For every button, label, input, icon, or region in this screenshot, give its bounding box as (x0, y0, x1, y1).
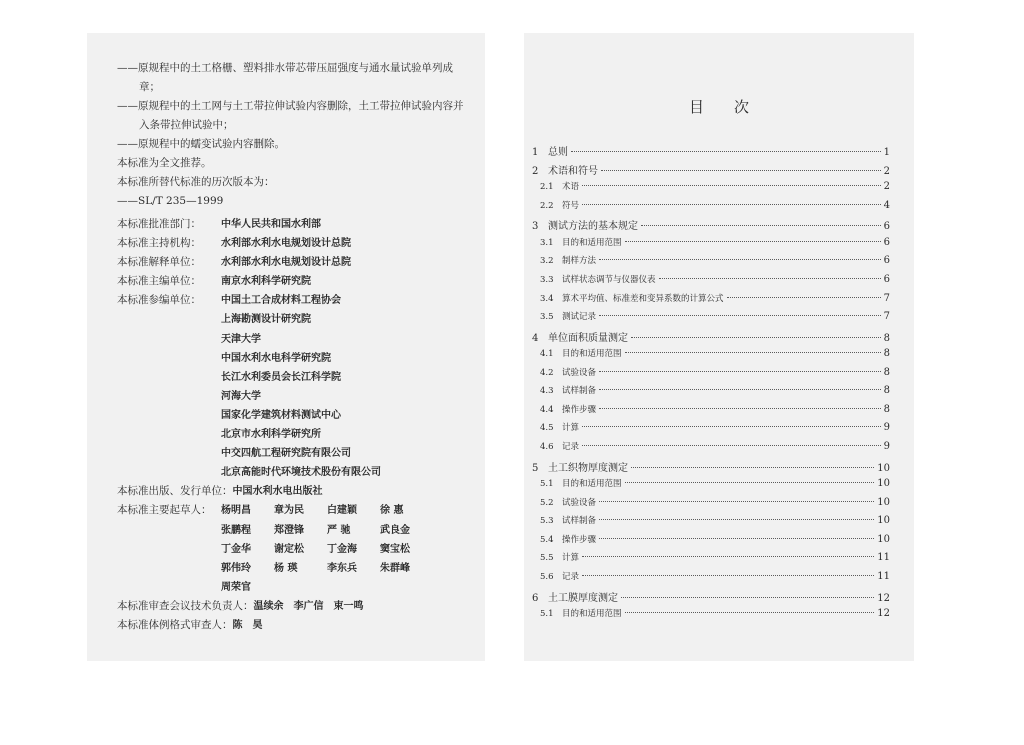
toc-leader-dots (631, 467, 874, 468)
toc-leader-dots (599, 408, 881, 409)
drafter-name: 章为民 (274, 505, 304, 517)
drafter-names (221, 540, 433, 559)
toc-entry-title: 试验设备 (562, 497, 597, 508)
drafter-name: 杨明昌 (221, 505, 251, 517)
toc-list (532, 143, 890, 626)
editor-value: 南京水利科学研究院 (221, 276, 311, 288)
toc-entry-page: 10 (877, 462, 890, 474)
revision-note: ——原规程中的土工格栅、塑料排水带芯带压屈强度与通水量试验单列成章； (117, 62, 453, 93)
drafters-row (117, 501, 467, 520)
toc-leader-dots (599, 501, 874, 502)
history-label: 本标准所替代标准的历次版本为： (117, 176, 275, 188)
review-row (117, 597, 467, 616)
toc-entry-title: 试验设备 (562, 367, 597, 378)
publisher-row (117, 482, 467, 501)
drafter-names (221, 521, 433, 540)
toc-entry-page: 10 (877, 515, 890, 527)
toc-entry-title: 测试记录 (562, 312, 597, 323)
toc-entry-number: 2.2 (540, 200, 554, 211)
toc-leader-dots (599, 538, 874, 539)
review-value: 温续余 李广信 束一鸣 (253, 600, 364, 612)
toc-entry-page: 4 (883, 199, 890, 211)
toc-entry-number: 4.2 (540, 367, 554, 378)
front-matter (117, 59, 467, 635)
toc-entry-number: 5.2 (540, 497, 554, 508)
toc-entry[interactable] (532, 421, 890, 440)
toc-leader-dots (625, 612, 875, 613)
toc-entry-page: 8 (883, 366, 890, 378)
host-value: 水利部水利水电规划设计总院 (221, 238, 351, 250)
left-page (87, 33, 485, 661)
toc-entry-title: 测试方法的基本规定 (548, 221, 638, 233)
toc-entry-page: 10 (877, 478, 890, 490)
format-value: 陈 昊 (232, 619, 263, 631)
interpret-value: 水利部水利水电规划设计总院 (221, 257, 351, 269)
toc-entry[interactable] (532, 477, 890, 496)
drafter-name: 李东兵 (327, 562, 357, 574)
toc-entry[interactable] (532, 143, 890, 162)
drafters-label: 本标准主要起草人： (117, 504, 212, 517)
toc-entry-number: 6 (532, 592, 539, 604)
toc-leader-dots (625, 352, 881, 353)
participant-org: 天津大学 (221, 333, 261, 345)
toc-entry-number: 3.3 (540, 274, 554, 285)
toc-entry-number: 3.2 (540, 256, 554, 267)
toc-entry-page: 11 (877, 552, 890, 564)
drafter-name: 严 驰 (327, 524, 351, 536)
toc-entry-title: 土工膜厚度测定 (548, 592, 618, 604)
toc-entry-number: 3.1 (540, 237, 554, 248)
participant-org: 北京市水利科学研究所 (221, 429, 321, 441)
approval-label: 本标准批准部门： (117, 218, 201, 230)
toc-entry-title: 计算 (562, 553, 580, 564)
drafter-name: 徐 惠 (380, 505, 404, 517)
toc-entry[interactable] (532, 199, 890, 218)
toc-entry-page: 8 (883, 332, 890, 344)
toc-entry[interactable] (532, 180, 890, 199)
toc-entry-title: 目的和适用范围 (562, 237, 622, 248)
toc-entry-title: 算术平均值、标准差和变异系数的计算公式 (562, 293, 724, 304)
interpret-row (117, 253, 467, 272)
toc-entry[interactable] (532, 254, 890, 273)
revision-note: ——原规程中的蠕变试验内容删除。 (117, 138, 285, 150)
toc-entry-number: 5.1 (540, 479, 554, 490)
toc-entry-number: 3.5 (540, 312, 554, 323)
superseded-standard: ——SL/T 235—1999 (117, 195, 224, 207)
toc-leader-dots (571, 151, 881, 152)
toc-entry[interactable] (532, 589, 890, 608)
toc-leader-dots (599, 315, 881, 316)
toc-title: 目次 (688, 98, 779, 116)
toc-leader-dots (599, 389, 881, 390)
toc-entry-number: 4.3 (540, 386, 554, 397)
toc-entry-number: 2.1 (540, 182, 554, 193)
editor-row (117, 272, 467, 291)
toc-leader-dots (631, 337, 881, 338)
format-label: 本标准体例格式审查人： (117, 618, 233, 631)
toc-leader-dots (621, 597, 874, 598)
toc-entry-title: 土工织物厚度测定 (548, 462, 628, 474)
toc-leader-dots (582, 204, 881, 205)
toc-leader-dots (582, 426, 881, 427)
drafter-name: 张鹏程 (221, 524, 251, 536)
toc-leader-dots (641, 225, 881, 226)
drafter-names (221, 559, 433, 578)
participant-org: 长江水利委员会长江科学院 (221, 371, 341, 383)
toc-entry[interactable] (532, 366, 890, 385)
toc-entry[interactable] (532, 292, 890, 311)
toc-entry-number: 5.5 (540, 553, 554, 564)
toc-leader-dots (582, 185, 881, 186)
toc-entry-number: 2 (532, 165, 539, 177)
toc-entry-page: 8 (883, 403, 890, 415)
host-row (117, 234, 467, 253)
toc-entry-page: 9 (883, 441, 890, 452)
toc-entry-number: 3 (532, 221, 539, 233)
toc-leader-dots (599, 259, 881, 260)
participant-org: 北京高能时代环境技术股份有限公司 (221, 467, 381, 479)
toc-entry-number: 4.6 (540, 442, 554, 452)
toc-entry-page: 2 (883, 181, 890, 193)
drafter-name: 白建颖 (327, 505, 357, 517)
approval-row (117, 215, 467, 234)
toc-entry-number: 4 (532, 332, 539, 344)
toc-entry[interactable] (532, 551, 890, 570)
drafter-name: 郭伟玲 (221, 562, 251, 574)
toc-entry-page: 12 (877, 592, 890, 604)
toc-entry-page: 12 (877, 608, 890, 620)
toc-entry-title: 试样制备 (562, 386, 597, 397)
toc-entry-page: 8 (883, 348, 890, 360)
toc-entry-title: 术语 (562, 182, 580, 193)
editor-label: 本标准主编单位： (117, 275, 201, 288)
toc-entry[interactable] (532, 273, 890, 292)
toc-entry-title: 记录 (562, 442, 580, 452)
toc-leader-dots (601, 170, 881, 171)
toc-entry-number: 3.4 (540, 293, 554, 304)
toc-entry[interactable] (532, 162, 890, 181)
participant-org: 中国土工合成材料工程协会 (221, 295, 341, 307)
toc-entry[interactable] (532, 329, 890, 348)
toc-entry-page: 7 (883, 311, 890, 323)
participant-org: 上海勘测设计研究院 (221, 314, 311, 326)
recommendation-note: 本标准为全文推荐。 (117, 157, 212, 169)
drafter-name: 谢定松 (274, 543, 304, 555)
toc-entry-title: 总则 (548, 147, 568, 158)
toc-entry-number: 4.1 (540, 349, 554, 360)
toc-entry-title: 术语和符号 (548, 165, 598, 177)
toc-entry-number: 5.6 (540, 571, 554, 582)
toc-entry[interactable] (532, 217, 890, 236)
drafter-name: 丁金海 (327, 543, 357, 555)
publisher-value: 中国水利水电出版社 (232, 486, 323, 498)
toc-leader-dots (659, 278, 881, 279)
toc-entry-number: 1 (532, 147, 539, 158)
toc-entry-title: 操作步骤 (562, 534, 597, 545)
format-row (117, 616, 467, 635)
toc-entry-title: 试样制备 (562, 516, 597, 527)
toc-entry-title: 操作步骤 (562, 404, 597, 415)
toc-entry[interactable] (532, 403, 890, 422)
drafter-name: 朱群峰 (380, 562, 410, 574)
interpret-label: 本标准解释单位： (117, 256, 201, 269)
toc-entry-page: 6 (883, 236, 890, 248)
participants-row (117, 291, 467, 310)
toc-leader-dots (582, 556, 874, 557)
toc-entry-page: 1 (883, 147, 890, 158)
toc-entry-title: 目的和适用范围 (562, 479, 622, 490)
host-label: 本标准主持机构： (117, 237, 201, 250)
toc-entry-page: 11 (877, 570, 890, 582)
drafter-name: 郑澄锋 (274, 524, 304, 536)
drafter-names (221, 501, 433, 520)
participants-label: 本标准参编单位： (117, 294, 201, 307)
toc-entry-number: 4.4 (540, 404, 554, 415)
toc-entry-title: 计算 (562, 423, 580, 434)
toc-leader-dots (599, 519, 874, 520)
toc-leader-dots (582, 575, 874, 576)
toc-entry-page: 7 (883, 292, 890, 304)
toc-entry-number: 4.5 (540, 423, 554, 434)
toc-entry-title: 符号 (562, 200, 580, 211)
revision-note: ——原规程中的土工网与土工带拉伸试验内容删除，土工带拉伸试验内容并入条带拉伸试验中； (117, 100, 464, 131)
toc-entry[interactable] (532, 440, 890, 459)
approval-value: 中华人民共和国水利部 (221, 219, 321, 230)
publisher-label: 本标准出版、发行单位： (117, 485, 233, 498)
toc-leader-dots (625, 241, 881, 242)
toc-entry-number: 5 (532, 462, 539, 474)
toc-entry-page: 10 (877, 533, 890, 545)
toc-entry[interactable] (532, 496, 890, 515)
toc-entry-title: 记录 (562, 571, 580, 582)
drafter-name: 武良金 (380, 524, 410, 536)
drafter-name: 窦宝松 (380, 543, 410, 555)
toc-entry[interactable] (532, 459, 890, 478)
toc-entry[interactable] (532, 236, 890, 255)
toc-entry-page: 6 (883, 221, 890, 233)
toc-entry-page: 6 (883, 273, 890, 285)
toc-entry-page: 10 (877, 496, 890, 508)
toc-entry-title: 制样方法 (562, 256, 597, 267)
toc-entry[interactable] (532, 533, 890, 552)
participant-org: 国家化学建筑材料测试中心 (221, 409, 341, 421)
toc-entry-page: 9 (883, 422, 890, 434)
toc-entry-page: 8 (883, 385, 890, 397)
participant-org: 河海大学 (221, 390, 261, 402)
toc-entry[interactable] (532, 310, 890, 329)
toc-leader-dots (582, 445, 881, 446)
toc-leader-dots (625, 482, 875, 483)
toc-entry-title: 试样状态调节与仪器仪表 (562, 274, 656, 285)
review-label: 本标准审查会议技术负责人： (117, 599, 254, 612)
participant-org: 中交四航工程研究院有限公司 (221, 448, 351, 460)
drafter-name: 周荣官 (221, 581, 251, 593)
toc-entry[interactable] (532, 607, 890, 626)
toc-entry-page: 6 (883, 255, 890, 267)
toc-entry[interactable] (532, 570, 890, 589)
drafter-name: 丁金华 (221, 543, 251, 555)
toc-entry-title: 单位面积质量测定 (548, 332, 628, 344)
toc-entry-number: 5.1 (540, 609, 554, 620)
toc-entry[interactable] (532, 384, 890, 403)
toc-entry-number: 5.4 (540, 534, 554, 545)
toc-leader-dots (599, 371, 881, 372)
right-page (524, 33, 914, 661)
toc-entry[interactable] (532, 347, 890, 366)
drafter-name: 杨 瑛 (274, 562, 298, 574)
toc-leader-dots (727, 297, 881, 298)
toc-entry-title: 目的和适用范围 (562, 609, 622, 620)
toc-entry-title: 目的和适用范围 (562, 349, 622, 360)
toc-entry-number: 5.3 (540, 516, 554, 527)
toc-entry[interactable] (532, 514, 890, 533)
toc-entry-page: 2 (883, 165, 890, 177)
participant-org: 中国水利水电科学研究院 (221, 352, 331, 364)
drafter-names (221, 578, 274, 597)
